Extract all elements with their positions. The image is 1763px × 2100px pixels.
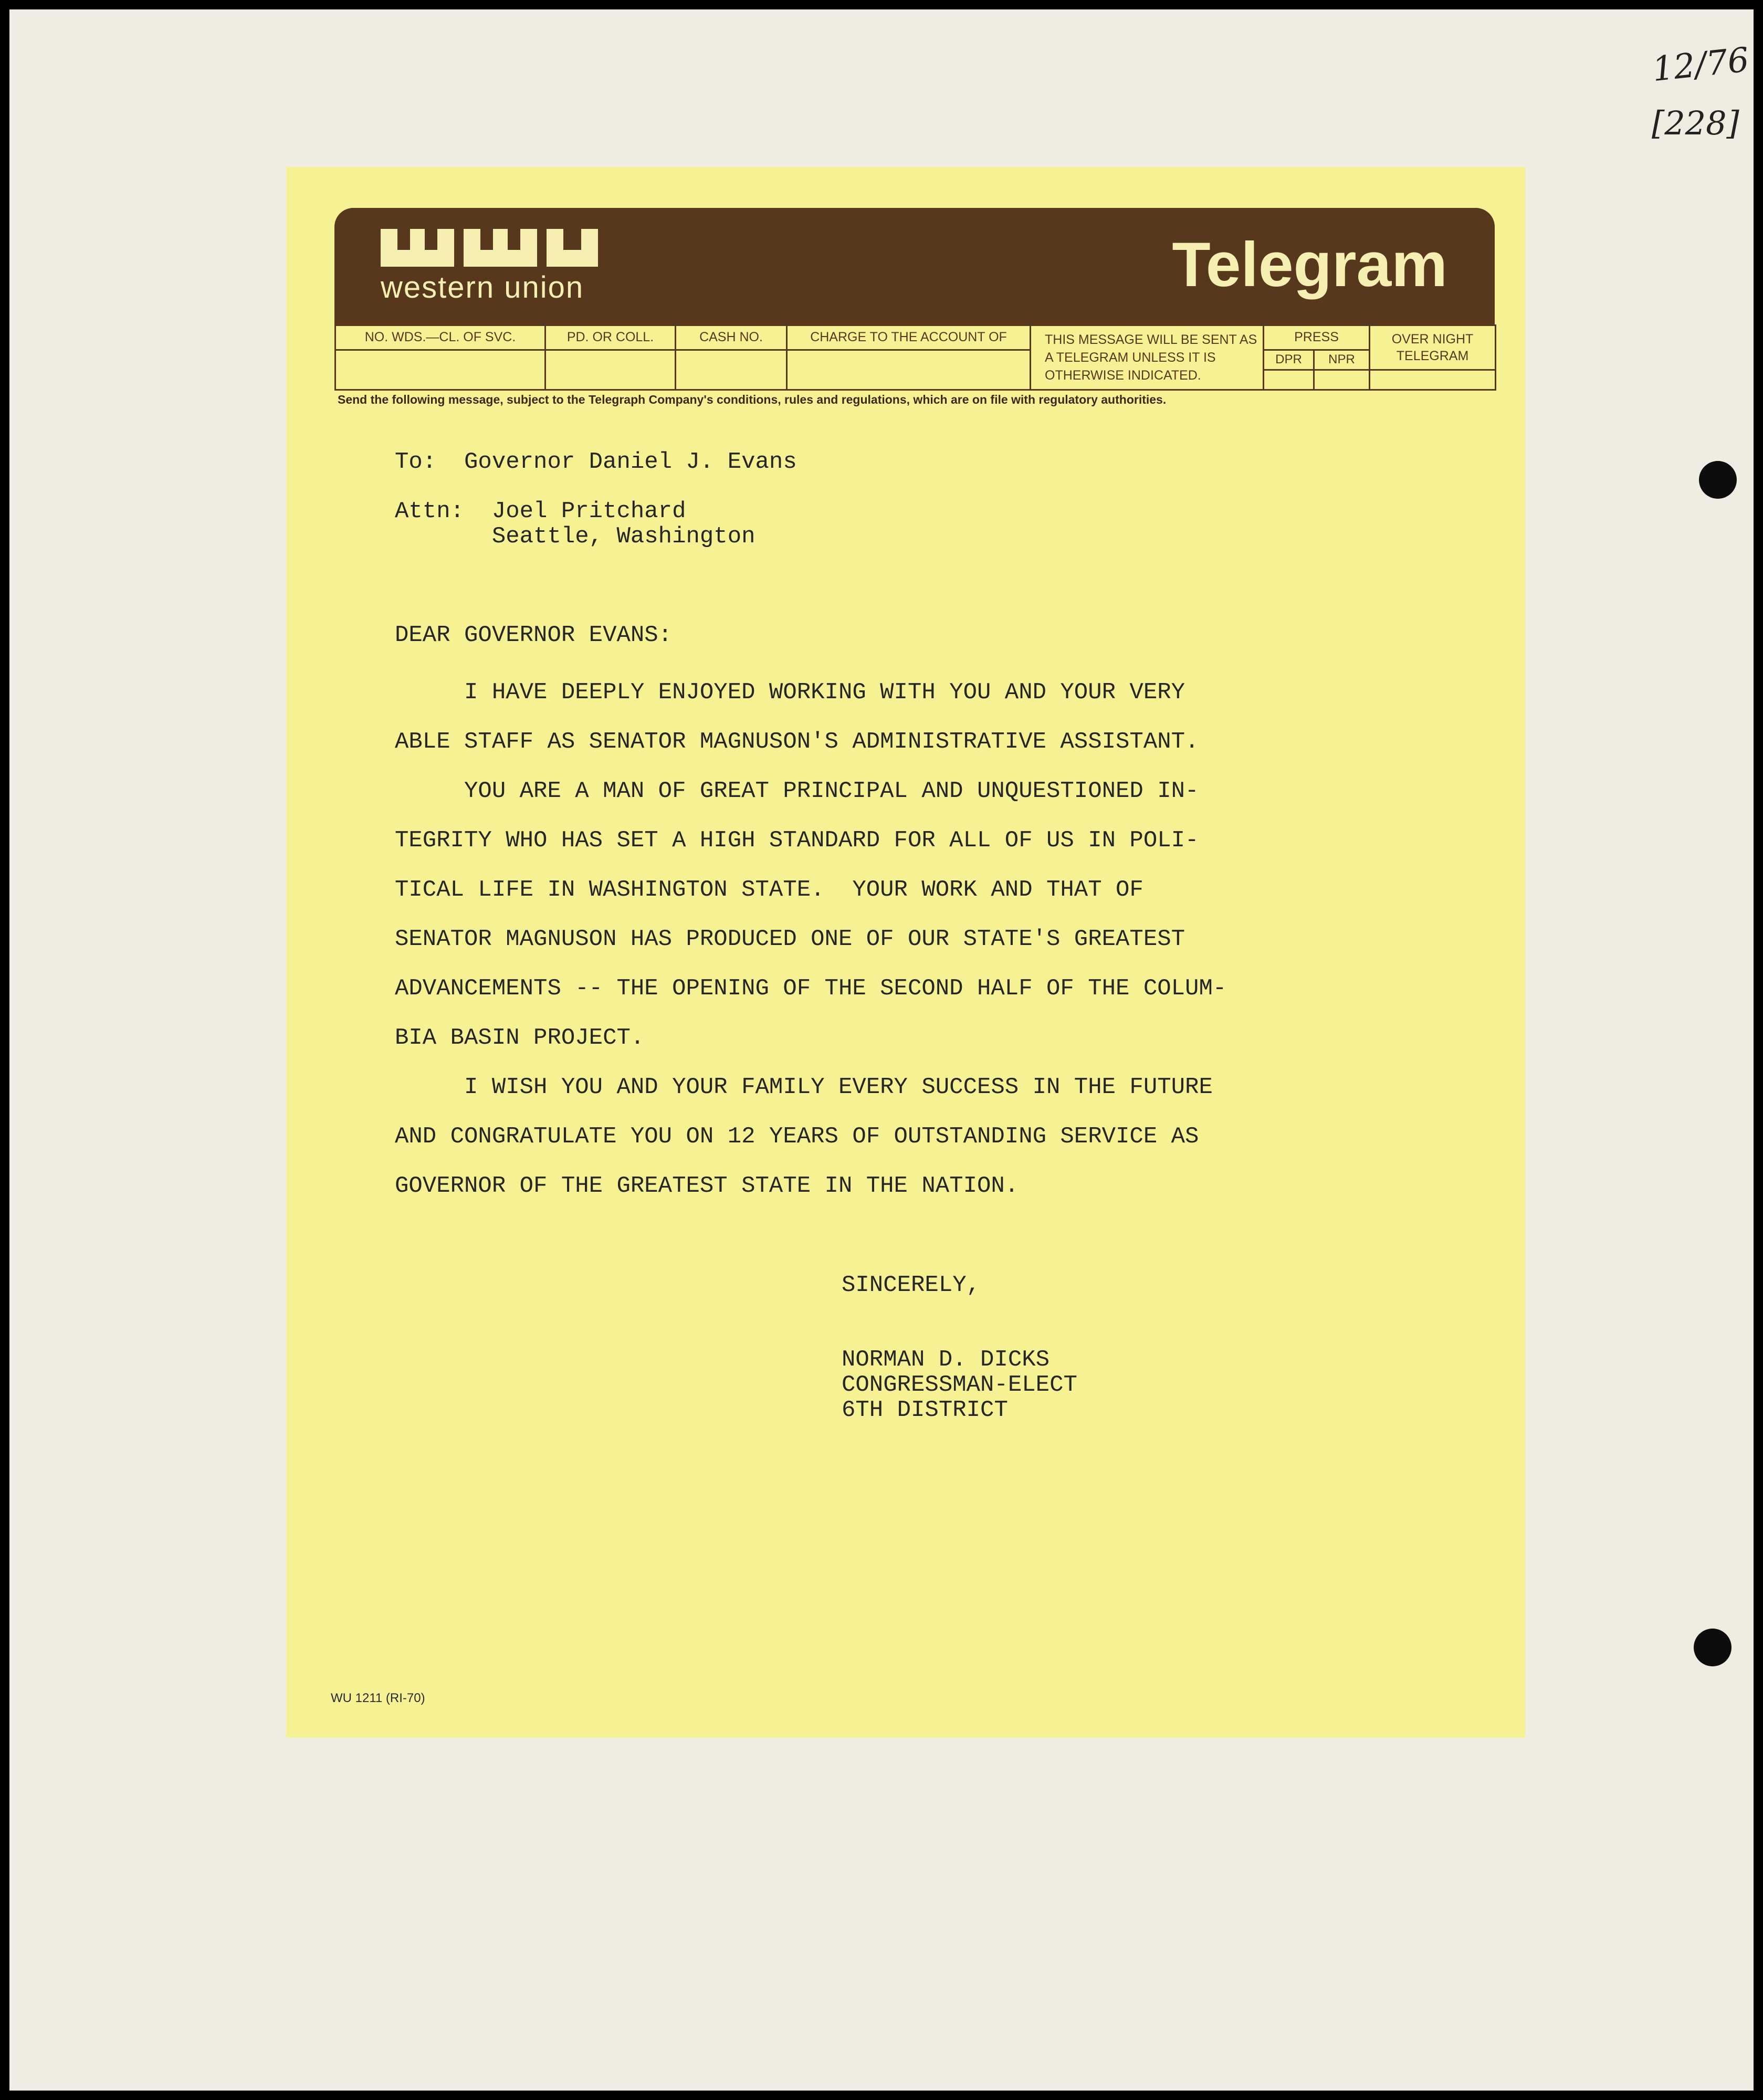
overnight-telegram-label: OVER NIGHT TELEGRAM [1370,326,1496,370]
telegram-header [334,208,1495,324]
recipient-line: To: Governor Daniel J. Evans [395,449,797,475]
attention-line: Attn: Joel Pritchard Seattle, Washington [395,498,755,550]
column-paid-or-collect: PD. OR COLL. [545,326,676,350]
message-notice: THIS MESSAGE WILL BE SENT AS A TELEGRAM UNLESS IT IS OTHERWISE INDICATED. [1031,326,1264,390]
field-charge-account [787,350,1031,390]
punch-hole-top [1699,461,1737,499]
field-paid-or-collect [545,350,676,390]
column-cash-number: CASH NO. [676,326,787,350]
form-title: Telegram [1172,229,1447,300]
field-cash-number [676,350,787,390]
field-dpr [1264,370,1314,390]
closing: SINCERELY, [842,1272,981,1298]
signature-block: NORMAN D. DICKS CONGRESSMAN-ELECT 6TH DISTRICT [842,1347,1077,1423]
column-word-count: NO. WDS.—CL. OF SVC. [335,326,545,350]
punch-hole-bottom [1694,1629,1731,1666]
handwritten-reference-number: [228] [1652,104,1739,142]
brand-name: western union [381,270,584,304]
handwritten-date-note: 12/76 [1650,40,1751,90]
form-number: WU 1211 (RI-70) [331,1691,425,1705]
field-overnight [1370,370,1496,390]
salutation: DEAR GOVERNOR EVANS: [395,622,673,648]
conditions-notice: Send the following message, subject to the Telegraph Company's conditions, rules and regulations, which are on file with regulatory authorities. [338,393,1167,406]
western-union-logo-icon [381,229,598,267]
column-charge-account: CHARGE TO THE ACCOUNT OF [787,326,1031,350]
field-word-count [335,350,545,390]
telegram-paper [286,167,1525,1738]
field-npr [1314,370,1370,390]
press-label: PRESS [1264,326,1370,350]
letter-body: I HAVE DEEPLY ENJOYED WORKING WITH YOU AND YOUR VERY ABLE STAFF AS SENATOR MAGNUSON'S ADMINISTRATIVE ASSISTANT. YOU ARE A MAN OF GREAT PRINCIPAL AND UNQUESTIONED IN- TEGRITY WHO HAS SET A HIGH STANDARD FOR ALL OF US IN POLI- TICAL LIFE IN WASHINGTON STATE. YOUR WORK AND THAT OF SENATOR MAGNUSON HAS PRODUCED ONE OF OUR STATE'S GREATEST ADVANCEMENTS -- THE OPENING OF THE SECOND HALF OF THE COLUM- BIA BASIN PROJECT. I WISH YOU AND YOUR FAMILY EVERY SUCCESS IN THE FUTURE AND CONGRATULATE YOU ON 12 YEARS OF OUTSTANDING SERVICE AS GOVERNOR OF THE GREATEST STATE IN THE NATION. [395,679,1227,1199]
press-dpr-label: DPR [1264,350,1314,370]
press-npr-label: NPR [1314,350,1370,370]
telegram-form-fields [334,324,1496,391]
